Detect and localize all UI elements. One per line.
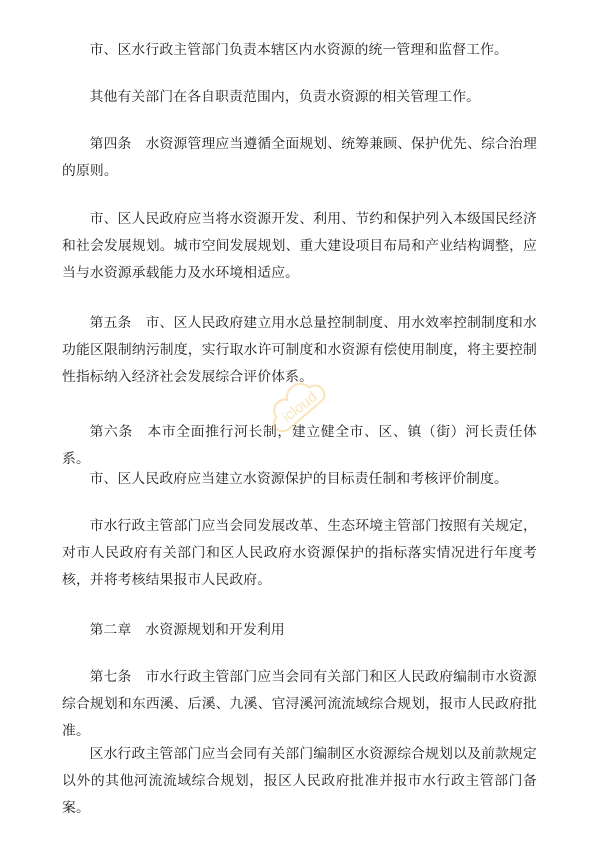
paragraph-1: 市、区水行政主管部门负责本辖区内水资源的统一管理和监督工作。 <box>89 42 508 58</box>
paragraph-2: 其他有关部门在各自职责范围内，负责水资源的相关管理工作。 <box>89 89 481 105</box>
paragraph-11: 区水行政主管部门应当会同有关部门编制区水资源综合规划以及前款规定以外的其他河流流域综合规划，报区人民政府批准并报市水行政主管部门备案。 <box>62 746 537 816</box>
chapter-heading: 第二章 水资源规划和开发利用 <box>89 622 285 638</box>
watermark-text: icloud <box>279 388 321 426</box>
paragraph-article-6: 第六条 本市全面推行河长制，建立健全市、区、镇（街）河长责任体系。 <box>62 424 537 467</box>
paragraph-4: 市、区人民政府应当将水资源开发、利用、节约和保护列入本级国民经济和社会发展规划。城市空间发展规划、重大建设项目布局和产业结构调整，应当与水资源承载能力及水环境相适应。 <box>62 211 537 281</box>
paragraph-article-7: 第七条 市水行政主管部门应当会同有关部门和区人民政府编制市水资源综合规划和东西溪、后溪、九溪、官浔溪河流流域综合规划，报市人民政府批准。 <box>62 669 537 739</box>
paragraph-7: 市、区人民政府应当建立水资源保护的目标责任制和考核评价制度。 <box>89 471 508 487</box>
paragraph-article-5: 第五条 市、区人民政府建立用水总量控制制度、用水效率控制制度和水功能区限制纳污制度，实行取水许可制度和水资源有偿使用制度，将主要控制性指标纳入经济社会发展综合评价体系。 <box>62 315 537 385</box>
paragraph-article-4: 第四条 水资源管理应当遵循全面规划、统筹兼顾、保护优先、综合治理的原则。 <box>62 136 537 179</box>
paragraph-8: 市水行政主管部门应当会同发展改革、生态环境主管部门按照有关规定，对市人民政府有关部门和区人民政府水资源保护的指标落实情况进行年度考核，并将考核结果报市人民政府。 <box>62 518 537 588</box>
